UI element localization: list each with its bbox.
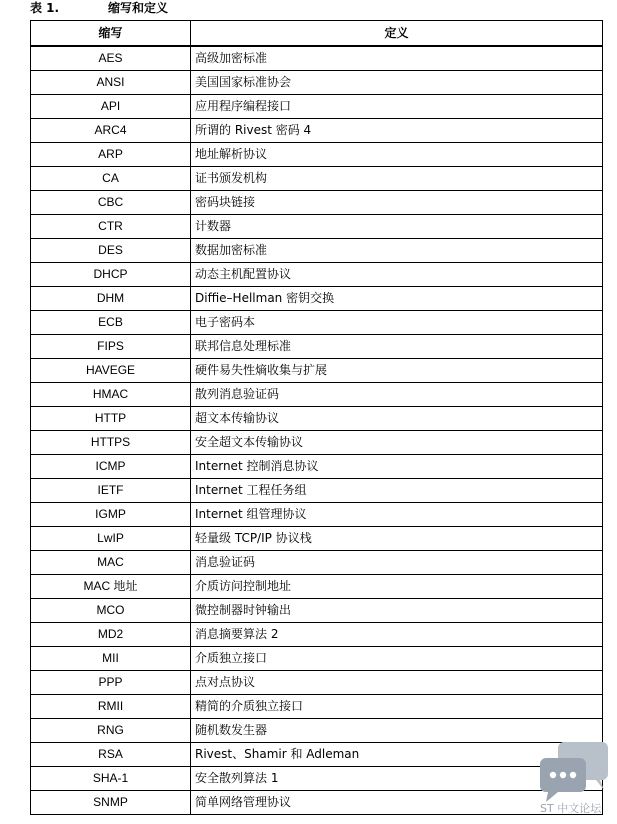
definition-cell: 高级加密标准 <box>191 46 603 71</box>
table-row <box>31 263 603 287</box>
abbreviation-cell: ICMP <box>31 455 191 479</box>
table-body <box>31 46 603 815</box>
watermark-text: ST 中文论坛 <box>540 802 602 815</box>
abbreviation-cell: API <box>31 95 191 119</box>
definition-cell: Internet 工程任务组 <box>191 479 603 503</box>
table-header-row <box>31 21 603 47</box>
abbreviation-cell: ARP <box>31 143 191 167</box>
table-row <box>31 719 603 743</box>
definition-cell: 介质独立接口 <box>191 647 603 671</box>
definition-cell: 计数器 <box>191 215 603 239</box>
table-row <box>31 71 603 95</box>
abbreviation-cell: ARC4 <box>31 119 191 143</box>
abbreviation-cell: RNG <box>31 719 191 743</box>
definition-cell: 精简的介质独立接口 <box>191 695 603 719</box>
abbreviation-cell: HAVEGE <box>31 359 191 383</box>
abbreviation-cell: MII <box>31 647 191 671</box>
abbreviation-cell: MAC 地址 <box>31 575 191 599</box>
abbreviation-cell: SHA-1 <box>31 767 191 791</box>
table-row <box>31 287 603 311</box>
abbreviations-table <box>30 20 603 815</box>
table-row <box>31 623 603 647</box>
abbreviation-cell: HMAC <box>31 383 191 407</box>
definition-cell: 消息摘要算法 2 <box>191 623 603 647</box>
definition-cell: 电子密码本 <box>191 311 603 335</box>
table-row <box>31 431 603 455</box>
abbreviation-cell: HTTP <box>31 407 191 431</box>
abbreviation-cell: IETF <box>31 479 191 503</box>
definition-cell: 动态主机配置协议 <box>191 263 603 287</box>
abbreviation-cell: SNMP <box>31 791 191 815</box>
table-row <box>31 311 603 335</box>
definition-cell: 地址解析协议 <box>191 143 603 167</box>
table-row <box>31 359 603 383</box>
abbreviation-cell: CBC <box>31 191 191 215</box>
definition-cell: 微控制器时钟输出 <box>191 599 603 623</box>
table-row <box>31 143 603 167</box>
definition-cell: 联邦信息处理标准 <box>191 335 603 359</box>
definition-cell: 所谓的 Rivest 密码 4 <box>191 119 603 143</box>
table-row <box>31 647 603 671</box>
table-row <box>31 599 603 623</box>
table-row <box>31 743 603 767</box>
abbreviation-cell: DHCP <box>31 263 191 287</box>
table-row <box>31 671 603 695</box>
abbreviation-cell: MD2 <box>31 623 191 647</box>
definition-cell: 轻量级 TCP/IP 协议栈 <box>191 527 603 551</box>
definition-cell: 数据加密标准 <box>191 239 603 263</box>
abbreviations-table-container <box>30 20 602 815</box>
definition-cell: 消息验证码 <box>191 551 603 575</box>
table-row <box>31 167 603 191</box>
abbreviation-cell: LwIP <box>31 527 191 551</box>
definition-cell: 美国国家标准协会 <box>191 71 603 95</box>
table-row <box>31 335 603 359</box>
abbreviation-cell: DHM <box>31 287 191 311</box>
definition-cell: 硬件易失性熵收集与扩展 <box>191 359 603 383</box>
abbreviation-cell: IGMP <box>31 503 191 527</box>
definition-cell: 介质访问控制地址 <box>191 575 603 599</box>
table-row <box>31 191 603 215</box>
definition-cell: 随机数发生器 <box>191 719 603 743</box>
definition-cell: 散列消息验证码 <box>191 383 603 407</box>
abbreviation-cell: MAC <box>31 551 191 575</box>
table-row <box>31 551 603 575</box>
table-title: 缩写和定义 <box>108 1 169 15</box>
abbreviation-cell: RMII <box>31 695 191 719</box>
abbreviation-cell: ANSI <box>31 71 191 95</box>
header-abbreviation: 缩写 <box>31 21 191 47</box>
abbreviation-cell: DES <box>31 239 191 263</box>
abbreviation-cell: HTTPS <box>31 431 191 455</box>
definition-cell: 密码块链接 <box>191 191 603 215</box>
definition-cell: 应用程序编程接口 <box>191 95 603 119</box>
definition-cell: 点对点协议 <box>191 671 603 695</box>
abbreviation-cell: CA <box>31 167 191 191</box>
abbreviation-cell: CTR <box>31 215 191 239</box>
table-row <box>31 95 603 119</box>
abbreviation-cell: AES <box>31 46 191 71</box>
table-row <box>31 119 603 143</box>
abbreviation-cell: FIPS <box>31 335 191 359</box>
definition-cell: Internet 控制消息协议 <box>191 455 603 479</box>
table-row <box>31 215 603 239</box>
abbreviation-cell: ECB <box>31 311 191 335</box>
table-row <box>31 455 603 479</box>
definition-cell: Rivest、Shamir 和 Adleman <box>191 743 603 767</box>
definition-cell: Diffie–Hellman 密钥交换 <box>191 287 603 311</box>
definition-cell: 证书颁发机构 <box>191 167 603 191</box>
table-row <box>31 407 603 431</box>
definition-cell: 安全超文本传输协议 <box>191 431 603 455</box>
abbreviation-cell: PPP <box>31 671 191 695</box>
definition-cell: Internet 组管理协议 <box>191 503 603 527</box>
table-row <box>31 239 603 263</box>
definition-cell: 超文本传输协议 <box>191 407 603 431</box>
table-row <box>31 503 603 527</box>
definition-cell: 安全散列算法 1 <box>191 767 603 791</box>
table-row <box>31 791 603 815</box>
table-row <box>31 479 603 503</box>
header-definition: 定义 <box>191 21 603 47</box>
table-row <box>31 575 603 599</box>
table-row <box>31 527 603 551</box>
definition-cell: 简单网络管理协议 <box>191 791 603 815</box>
abbreviation-cell: MCO <box>31 599 191 623</box>
table-row <box>31 695 603 719</box>
table-row <box>31 767 603 791</box>
table-number: 表 1. <box>30 1 60 15</box>
table-caption <box>30 0 168 16</box>
abbreviation-cell: RSA <box>31 743 191 767</box>
table-row <box>31 46 603 71</box>
table-row <box>31 383 603 407</box>
